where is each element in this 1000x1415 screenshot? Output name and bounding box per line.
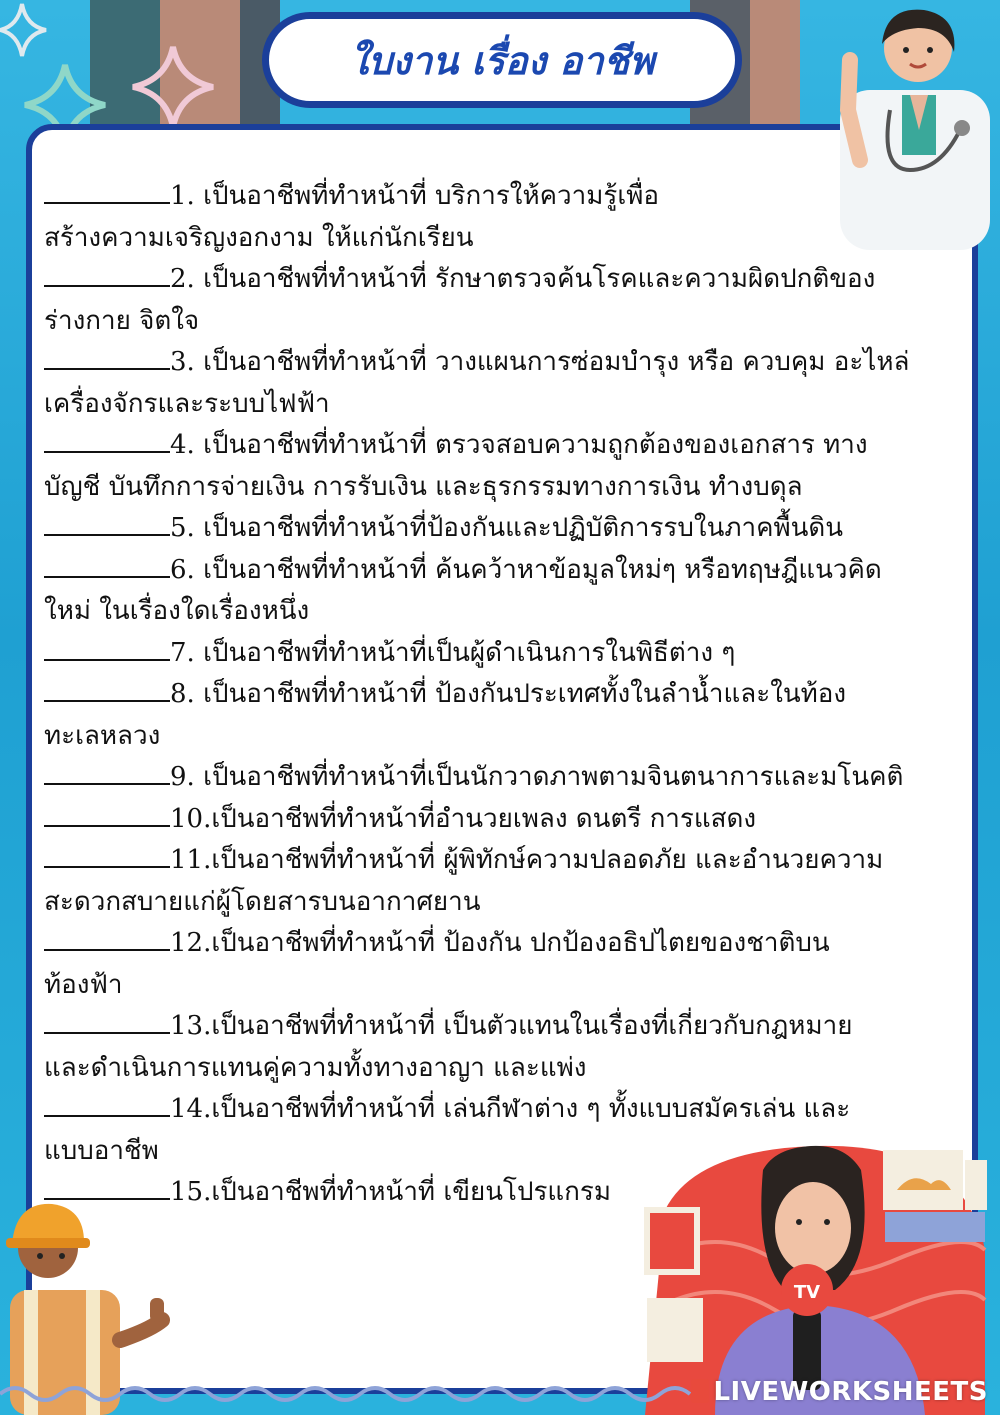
question-text: เป็นอาชีพที่ทำหน้าที่ เขียนโปรแกรม: [211, 1177, 612, 1207]
question-line: [44, 923, 974, 965]
reporter-illustration: [635, 1130, 1000, 1415]
question-line: [44, 1006, 974, 1048]
question-number: 6.: [170, 554, 195, 585]
question-line: [44, 550, 974, 592]
question-text: เป็นอาชีพที่ทำหน้าที่เป็นนักวาดภาพตามจินตนาการและมโนคติ: [203, 762, 904, 792]
answer-blank[interactable]: [44, 1091, 170, 1117]
answer-blank[interactable]: [44, 801, 170, 827]
worker-illustration: [0, 1180, 200, 1415]
question-text: เป็นอาชีพที่ทำหน้าที่ วางแผนการซ่อมบำรุง หรือ ควบคุม อะไหล่: [203, 347, 910, 377]
question-line: [44, 1089, 974, 1131]
question-text: เครื่องจักรและระบบไฟฟ้า: [44, 388, 330, 419]
question-text: ท้องฟ้า: [44, 969, 123, 1000]
question-continuation: [44, 965, 974, 1007]
question-text: เป็นอาชีพที่ทำหน้าที่ป้องกันและปฏิบัติการรบในภาคพื้นดิน: [203, 513, 844, 543]
question-text: ทะเลหลวง: [44, 720, 161, 751]
question-text: แบบอาชีพ: [44, 1135, 159, 1166]
answer-blank[interactable]: [44, 759, 170, 785]
question-text: บัญชี บันทึกการจ่ายเงิน การรับเงิน และธุรกรรมทางการเงิน ทำงบดุล: [44, 471, 803, 502]
wave-decoration: [0, 1382, 700, 1406]
question-continuation: [44, 716, 974, 758]
answer-blank[interactable]: [44, 178, 170, 204]
answer-blank[interactable]: [44, 925, 170, 951]
question-line: [44, 425, 974, 467]
answer-blank[interactable]: [44, 427, 170, 453]
question-text: เป็นอาชีพที่ทำหน้าที่ เล่นกีฬาต่าง ๆ ทั้งแบบสมัครเล่น และ: [211, 1094, 851, 1124]
question-list: [44, 176, 974, 1214]
sparkle-icon: [0, 0, 60, 60]
question-text: ใหม่ ในเรื่องใดเรื่องหนึ่ง: [44, 596, 310, 626]
answer-blank[interactable]: [44, 261, 170, 287]
question-number: 14.: [170, 1094, 212, 1124]
question-continuation: [44, 1048, 974, 1090]
question-number: 10.: [170, 803, 212, 834]
question-number: 12.: [170, 928, 212, 958]
sparkle-icon: [128, 42, 218, 132]
tv-label: TV: [793, 1282, 821, 1303]
answer-blank[interactable]: [44, 1008, 170, 1034]
question-continuation: [44, 384, 974, 426]
answer-blank[interactable]: [44, 842, 170, 868]
question-number: 3.: [170, 347, 195, 377]
question-line: [44, 342, 974, 384]
question-number: 11.: [170, 845, 212, 875]
watermark: [691, 1377, 988, 1407]
question-line: [44, 508, 974, 550]
answer-blank[interactable]: [44, 510, 170, 536]
question-line: [44, 840, 974, 882]
question-line: [44, 633, 974, 675]
question-continuation: [44, 591, 974, 633]
question-text: เป็นอาชีพที่ทำหน้าที่ บริการให้ความรู้เพื่อ: [203, 181, 659, 211]
question-text: ร่างกาย จิตใจ: [44, 305, 200, 336]
question-number: 5.: [170, 513, 195, 543]
question-number: 15.: [170, 1177, 212, 1207]
question-line: [44, 799, 974, 841]
answer-blank[interactable]: [44, 552, 170, 578]
question-number: 8.: [170, 679, 195, 709]
question-text: เป็นอาชีพที่ทำหน้าที่ เป็นตัวแทนในเรื่องที่เกี่ยวกับกฎหมาย: [211, 1011, 853, 1041]
question-line: [44, 757, 974, 799]
question-text: เป็นอาชีพที่ทำหน้าที่ รักษาตรวจค้นโรคและความผิดปกติของ: [203, 264, 876, 294]
question-text: สร้างความเจริญงอกงาม ให้แก่นักเรียน: [44, 222, 474, 253]
question-number: 4.: [170, 430, 195, 460]
question-text: เป็นอาชีพที่ทำหน้าที่เป็นผู้ดำเนินการในพิธีต่าง ๆ: [203, 637, 736, 668]
question-number: 2.: [170, 264, 195, 294]
question-text: เป็นอาชีพที่ทำหน้าที่ ป้องกัน ปกป้องอธิปไตยของชาติบน: [211, 928, 830, 958]
title-banner: [262, 12, 742, 108]
question-line: [44, 259, 974, 301]
question-text: เป็นอาชีพที่ทำหน้าที่ ป้องกันประเทศทั้งในลำน้ำและในท้อง: [203, 679, 847, 709]
question-number: 9.: [170, 762, 195, 792]
question-number: 7.: [170, 637, 195, 668]
question-text: เป็นอาชีพที่ทำหน้าที่ ผู้พิทักษ์ความปลอดภัย และอำนวยความ: [211, 845, 884, 875]
question-continuation: [44, 301, 974, 343]
question-continuation: [44, 218, 974, 260]
page-title: ใบงาน เรื่อง อาชีพ: [349, 38, 655, 83]
question-text: เป็นอาชีพที่ทำหน้าที่ ค้นคว้าหาข้อมูลใหม่ๆ หรือทฤษฎีแนวคิด: [203, 554, 882, 585]
answer-blank[interactable]: [44, 635, 170, 661]
question-continuation: [44, 882, 974, 924]
answer-blank[interactable]: [44, 344, 170, 370]
liveworksheets-logo-icon: [691, 1379, 709, 1403]
question-text: เป็นอาชีพที่ทำหน้าที่อำนวยเพลง ดนตรี การแสดง: [211, 803, 757, 834]
question-line: [44, 674, 974, 716]
question-text: และดำเนินการแทนคู่ความทั้งทางอาญา และแพ่ง: [44, 1052, 587, 1083]
question-text: เป็นอาชีพที่ทำหน้าที่ ตรวจสอบความถูกต้องของเอกสาร ทาง: [203, 430, 868, 460]
question-number: 1.: [170, 181, 195, 211]
question-text: สะดวกสบายแก่ผู้โดยสารบนอากาศยาน: [44, 886, 481, 917]
answer-blank[interactable]: [44, 676, 170, 702]
question-continuation: [44, 467, 974, 509]
question-line: [44, 176, 974, 218]
watermark-text: LIVEWORKSHEETS: [713, 1377, 988, 1407]
question-number: 13.: [170, 1011, 212, 1041]
